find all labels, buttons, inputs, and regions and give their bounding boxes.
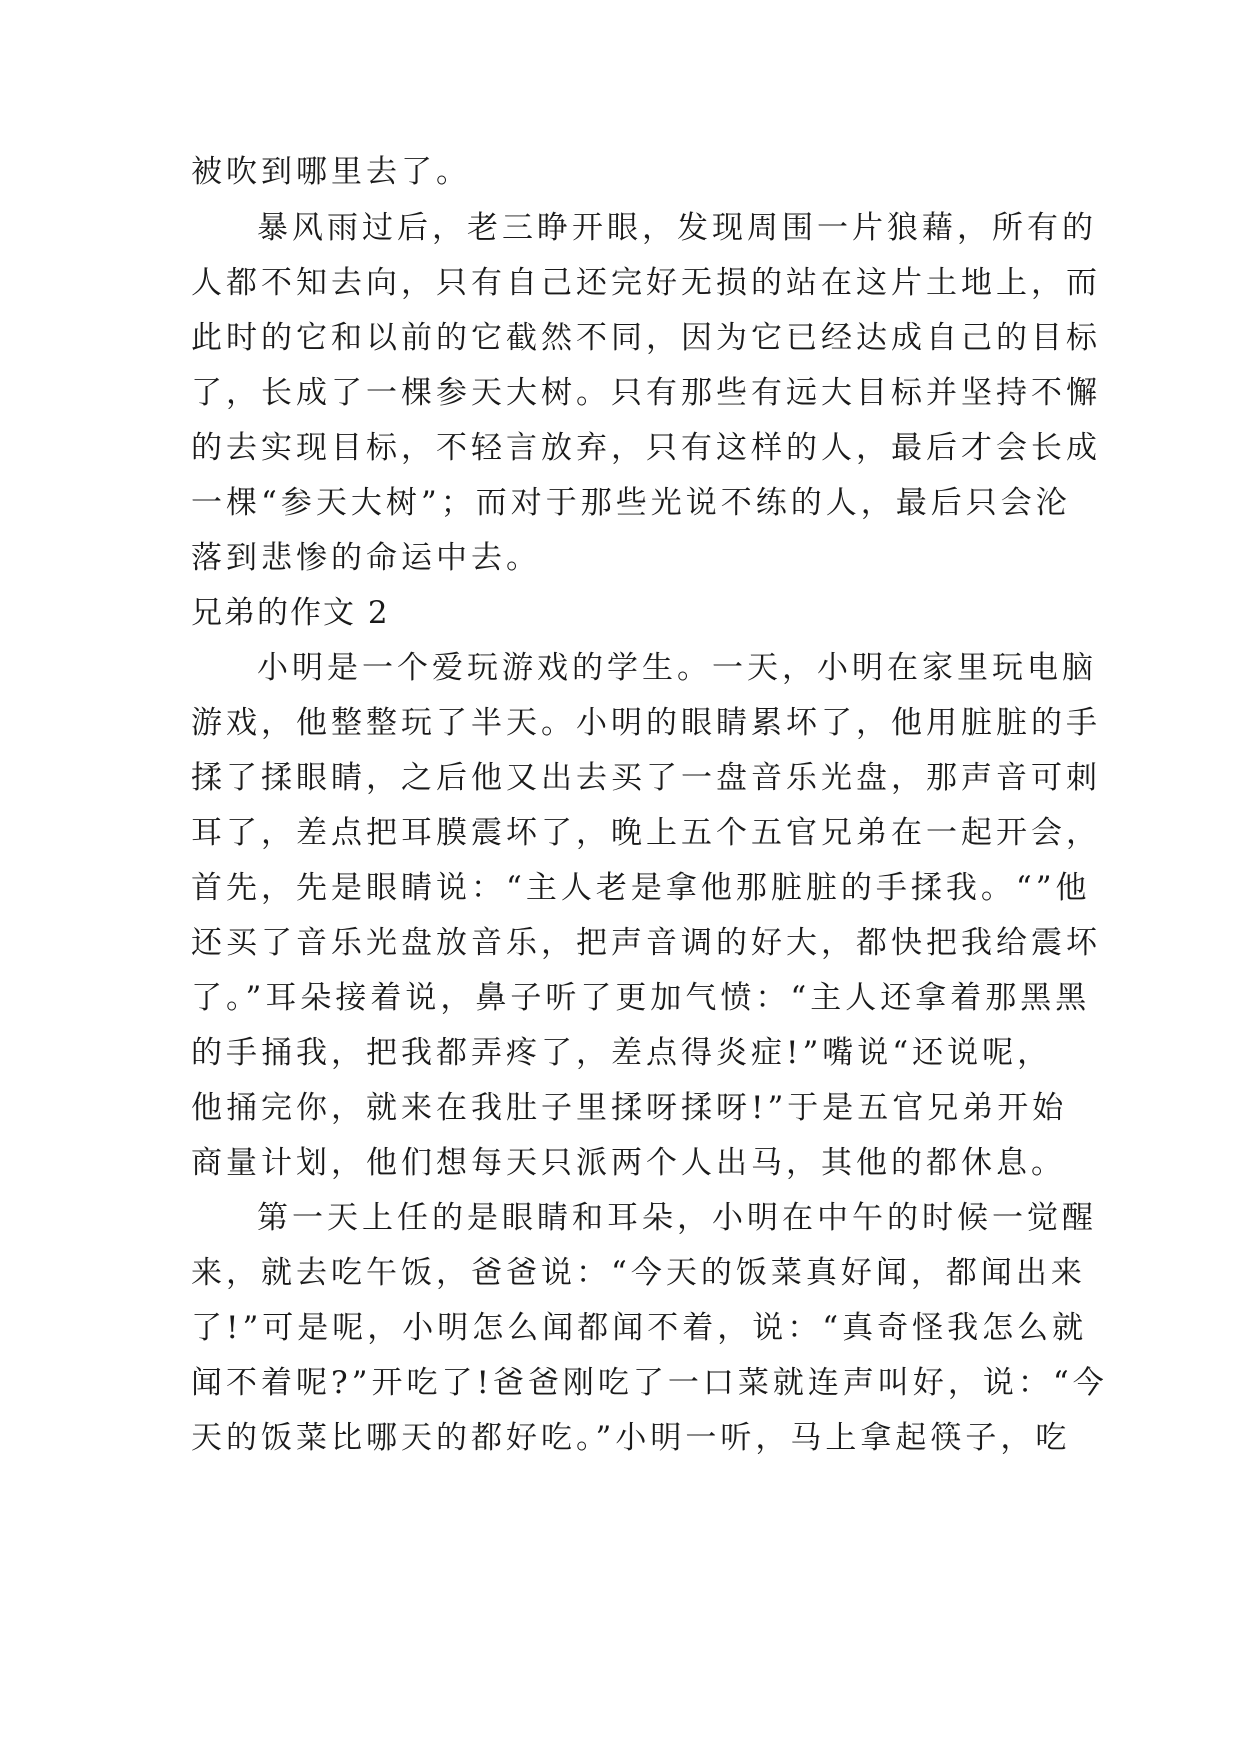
text-line: 天的饭菜比哪天的都好吃。”小明一听，马上拿起筷子，吃 [191, 1420, 1071, 1456]
text-line: 商量计划，他们想每天只派两个人出马，其他的都休息。 [191, 1145, 1066, 1181]
text-line: 被吹到哪里去了。 [191, 154, 471, 190]
text-line: 首先，先是眼睛说：“主人老是拿他那脏脏的手揉我。“”他 [191, 870, 1091, 906]
text-line: 闻不着呢?”开吃了!爸爸刚吃了一口菜就连声叫好，说：“今 [191, 1365, 1108, 1401]
text-line: 了，长成了一棵参天大树。只有那些有远大目标并坚持不懈 [191, 375, 1101, 411]
text-line: 来，就去吃午饭，爸爸说：“今天的饭菜真好闻，都闻出来 [191, 1255, 1086, 1291]
paragraph-first-line: 小明是一个爱玩游戏的学生。一天，小明在家里玩电脑 [257, 650, 1097, 686]
text-line: 了。”耳朵接着说，鼻子听了更加气愤：“主人还拿着那黑黑 [191, 980, 1091, 1016]
text-line: 的手捅我，把我都弄疼了，差点得炎症!”嘴说“还说呢， [191, 1035, 1053, 1071]
text-line: 了!”可是呢，小明怎么闻都闻不着，说：“真奇怪我怎么就 [191, 1310, 1088, 1346]
text-line: 的去实现目标，不轻言放弃，只有这样的人，最后才会长成 [191, 430, 1101, 466]
text-line: 耳了，差点把耳膜震坏了，晚上五个五官兄弟在一起开会， [191, 815, 1101, 851]
text-line: 游戏，他整整玩了半天。小明的眼睛累坏了，他用脏脏的手 [191, 705, 1101, 741]
text-line: 落到悲惨的命运中去。 [191, 540, 541, 576]
text-line: 此时的它和以前的它截然不同，因为它已经达成自己的目标 [191, 320, 1101, 356]
paragraph-first-line: 暴风雨过后，老三睁开眼，发现周围一片狼藉，所有的 [257, 210, 1097, 246]
text-line: 人都不知去向，只有自己还完好无损的站在这片土地上，而 [191, 265, 1101, 301]
text-line: 他捅完你，就来在我肚子里揉呀揉呀!”于是五官兄弟开始 [191, 1090, 1068, 1126]
text-line: 还买了音乐光盘放音乐，把声音调的好大，都快把我给震坏 [191, 925, 1101, 961]
paragraph-first-line: 第一天上任的是眼睛和耳朵，小明在中午的时候一觉醒 [257, 1200, 1097, 1236]
section-heading: 兄弟的作文 2 [191, 595, 390, 631]
text-line: 一棵“参天大树”；而对于那些光说不练的人，最后只会沦 [191, 485, 1071, 521]
text-line: 揉了揉眼睛，之后他又出去买了一盘音乐光盘，那声音可刺 [191, 760, 1101, 796]
